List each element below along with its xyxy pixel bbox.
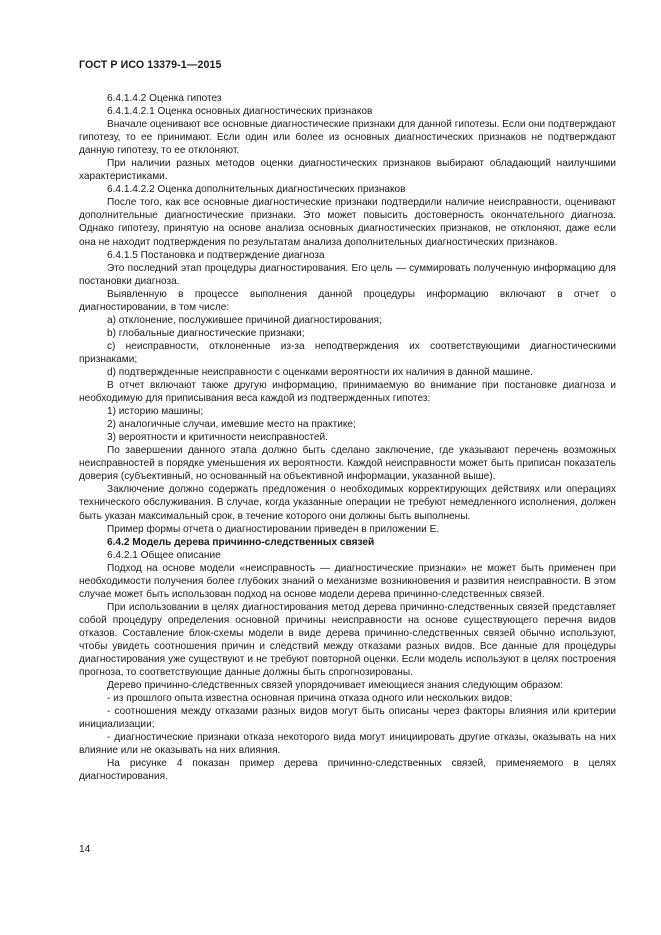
paragraph: Пример формы отчета о диагностировании приведен в приложении Е. (107, 523, 440, 535)
clause-heading: 6.4.1.4.2 Оценка гипотез (107, 93, 222, 104)
paragraph: При использовании в целях диагностирования метод дерева причинно-следственных связей представляет собой процедуру определения основной причины неисправности на основе существующего перечня видов отказов. Составление блок-схемы модели в виде дерева причинно-следственных связей обычно используют, чтобы увидеть соотношения причин и следствий между отказами разных видов. Все данные для процедуры диагностирования уже существуют и не требуют повторной оценки. Если модель используют в целях построения прогноза, то соответствующие данные должны быть спрогнозированы. (79, 601, 616, 679)
paragraph: После того, как все основные диагностические признаки подтвердили наличие неисправности, оценивают дополнительные диагностические признаки. Это может повысить достоверность окончательного диагноза. Однако гипотезу, принятую на основе анализа основных диагностических признаков, не отклоняют, даже если она не находит подтверждения по результатам анализа дополнительных диагностических признаков. (79, 197, 616, 248)
clause-heading: 6.4.1.5 Постановка и подтверждение диагноза (107, 249, 325, 261)
list-item: 2) аналогичные случаи, имевшие место на практике; (107, 419, 356, 431)
list-item: b) глобальные диагностические признаки; (107, 327, 305, 339)
paragraph: Заключение должно содержать предложения о необходимых корректирующих действиях или операциях технического обслуживания. В случае, когда указанные операции не требуют немедленного исполнения, должен быть указан максимальный срок, в течение которого они должны быть выполнены. (79, 484, 616, 522)
list-item: 1) историю машины; (107, 406, 204, 418)
list-item: - диагностические признаки отказа некоторого вида могут инициировать другие отказы, оказывать на них влияние или не оказывать на них влияния. (79, 732, 616, 757)
page-number: 14 (79, 844, 91, 855)
list-item: - из прошлого опыта известна основная причина отказа одного или нескольких видов; (107, 693, 513, 705)
paragraph: Дерево причинно-следственных связей упорядочивает имеющиеся знания следующим образом: (107, 680, 564, 692)
paragraph: На рисунке 4 показан пример дерева причинно-следственных связей, применяемого в целях диагностирования. (79, 758, 616, 783)
list-item: c) неисправности, отклоненные из-за неподтверждения их соответствующими диагностическими признаками; (79, 340, 616, 365)
paragraph: Это последний этап процедуры диагностирования. Его цель — суммировать полученную информацию для постановки диагноза. (79, 262, 616, 287)
paragraph: Выявленную в процессе выполнения данной процедуры информацию включают в отчет о диагностировании, в том числе: (79, 288, 616, 313)
document-header: ГОСТ Р ИСО 13379-1—2015 (79, 59, 222, 71)
paragraph: В отчет включают также другую информацию, принимаемую во внимание при постановке диагноза и необходимую для приписывания веса каждой из подтвержденных гипотез: (79, 380, 616, 405)
page-body (79, 92, 616, 783)
paragraph: По завершении данного этапа должно быть сделано заключение, где указывают перечень возможных неисправностей в порядке уменьшения их вероятности. Каждой неисправности может быть приписан показатель доверия (субъективный, но основанный на объективной информации, указанной выше). (79, 445, 616, 483)
list-item: 3) вероятности и критичности неисправностей. (107, 432, 328, 444)
list-item: a) отклонение, послужившее причиной диагностирования; (107, 314, 382, 326)
clause-heading: 6.4.1.4.2.2 Оценка дополнительных диагностических признаков (107, 184, 406, 196)
section-heading: 6.4.2 Модель дерева причинно-следственных связей (107, 536, 375, 548)
clause-heading: 6.4.1.4.2.1 Оценка основных диагностических признаков (107, 106, 373, 118)
list-item: d) подтвержденные неисправности с оценками вероятности их наличия в данной машине. (107, 366, 533, 378)
paragraph: Подход на основе модели «неисправность — диагностические признаки» не может быть применен при необходимости получения более глубоких знаний о механизме возникновения и развития неисправности. В этом случае может быть использован подход на основе модели дерева причинно-следственных связей. (79, 562, 616, 600)
clause-heading: 6.4.2.1 Общее описание (107, 549, 221, 561)
paragraph: Вначале оценивают все основные диагностические признаки для данной гипотезы. Если они подтверждают гипотезу, то ее принимают. Если один или более из основных диагностических признаков не подтверждают данную гипотезу, то ее отклоняют. (79, 119, 616, 157)
paragraph: При наличии разных методов оценки диагностических признаков выбирают обладающий наилучшими характеристиками. (79, 158, 616, 183)
list-item: - соотношения между отказами разных видов могут быть описаны через факторы влияния или критерии инициализации; (79, 706, 616, 731)
